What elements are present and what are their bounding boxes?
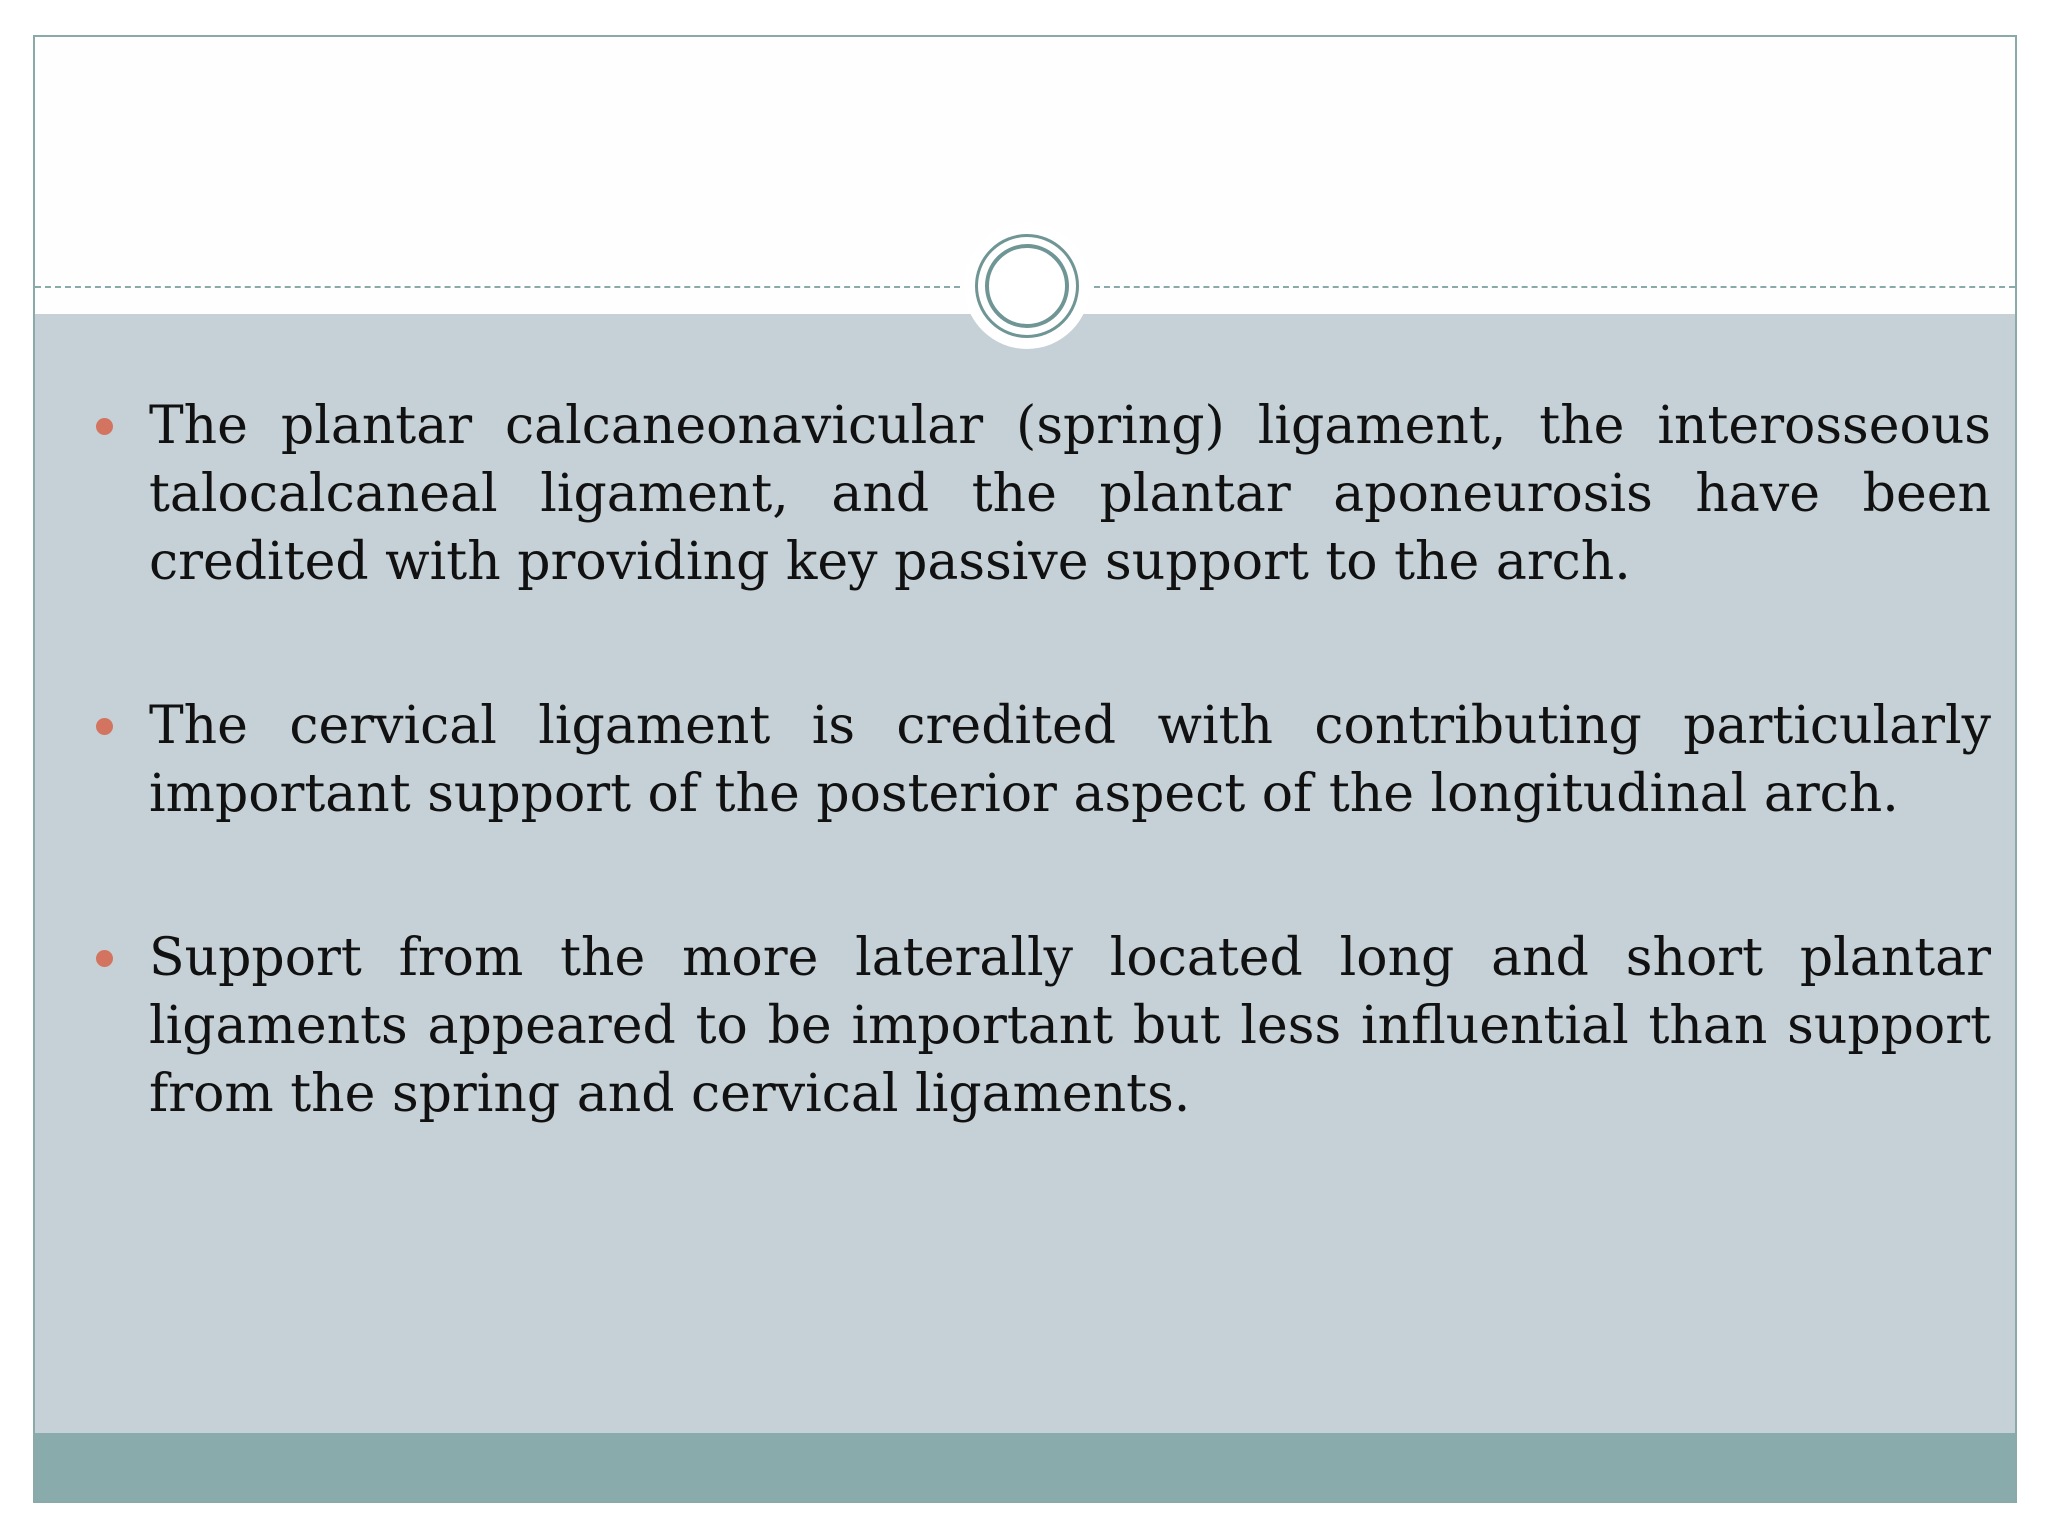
bullet-dot-icon	[96, 718, 113, 735]
slide	[33, 35, 2017, 1503]
bullet-item-1	[149, 392, 1991, 596]
bullet-text-1: The plantar calcaneonavicular (spring) ligament, the interosseous talocalcaneal ligament, and the plantar aponeurosis have been credited with providing key passive support to the arch.	[149, 396, 1991, 592]
bullet-dot-icon	[96, 418, 113, 435]
bullet-item-3	[149, 924, 1991, 1128]
bullet-list	[35, 37, 2015, 1501]
bullet-text-2: The cervical ligament is credited with contributing particularly important support of the posterior aspect of the longitudinal arch.	[149, 696, 1991, 824]
bullet-text-3: Support from the more laterally located long and short plantar ligaments appeared to be important but less influential than support from the spring and cervical ligaments.	[149, 928, 1991, 1124]
bullet-item-2	[149, 692, 1991, 828]
footer-bar	[35, 1433, 2015, 1503]
bullet-dot-icon	[96, 950, 113, 967]
